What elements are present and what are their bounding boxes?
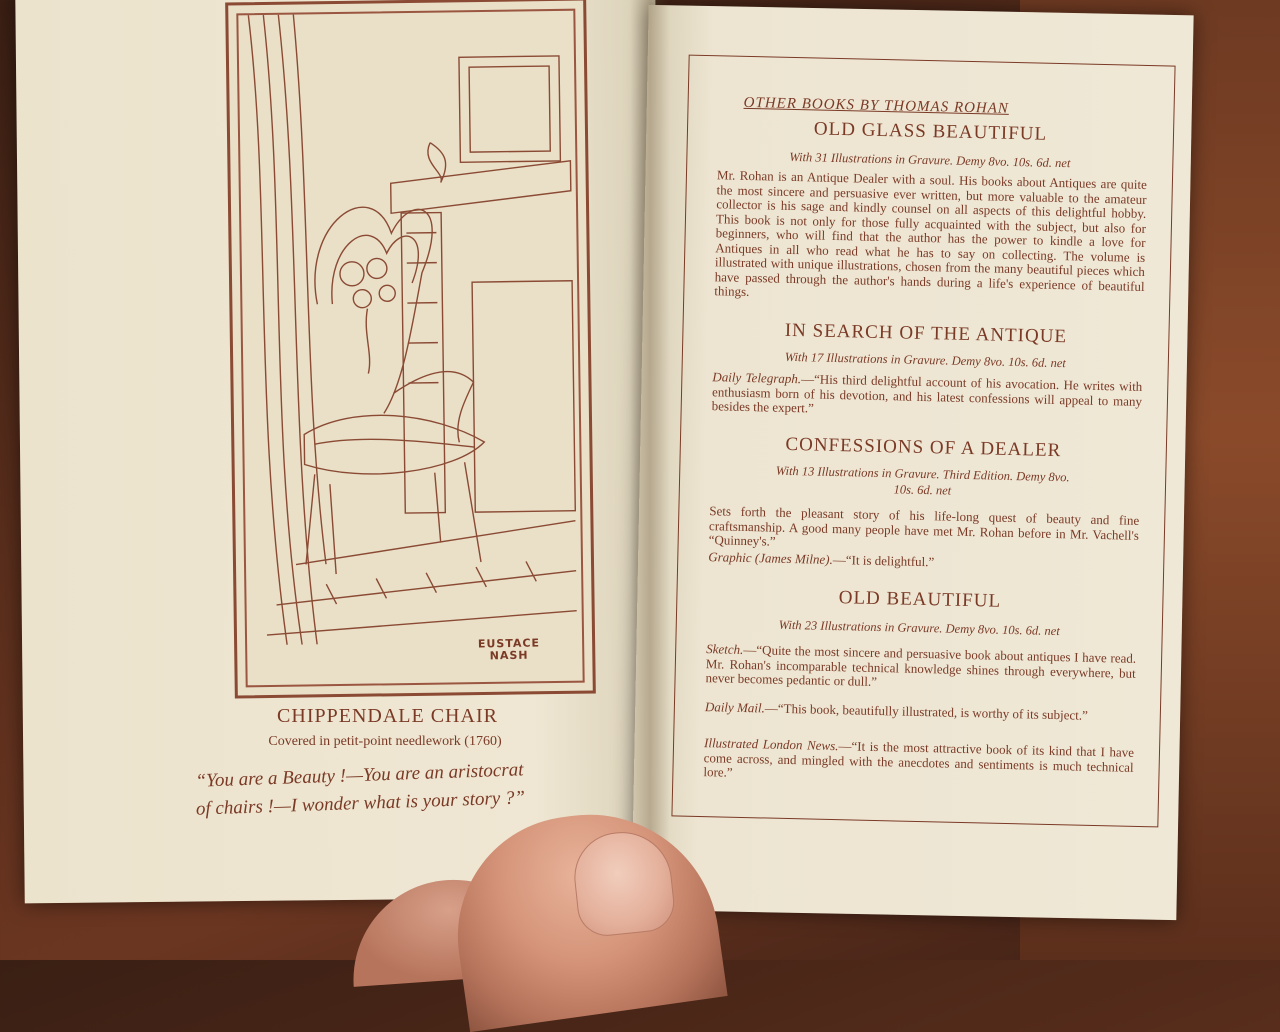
review-text: —“His third delightful account of his avocation. He writes with enthusiasm born of his devotion, and his latest confessions will appeal to many besides the expert.” [711, 371, 1143, 416]
review-text: —“It is delightful.” [832, 551, 935, 570]
book-meta2-confessions: 10s. 6d. net [893, 482, 952, 498]
book-title-confessions: CONFESSIONS OF A DEALER [785, 433, 1062, 462]
book-body-confessions: Sets forth the pleasant story of his life-long quest of beauty and fine craftsmanship. A good many people have met Mr. Rohan before in Mr. Vachell's “Quinney's.” [708, 503, 1140, 549]
caption-subtitle: Covered in petit-point needlework (1760) [268, 734, 502, 749]
book-meta-old-glass: With 31 Illustrations in Gravure. Demy 8vo. 10s. 6d. net [789, 149, 1071, 171]
book-meta-confessions: With 13 Illustrations in Gravure. Third Edition. Demy 8vo. [775, 463, 1070, 485]
book-gutter [630, 0, 670, 920]
book-title-old-beautiful: OLD BEAUTIFUL [838, 587, 1002, 612]
book-review-sketch [705, 642, 1136, 695]
book-meta-old-beautiful: With 23 Illustrations in Gravure. Demy 8vo. 10s. 6d. net [778, 617, 1060, 639]
review-text: —“It is the most attractive book of its kind that I have come across, and mingled with the anecdotes and sentiments is much technical lore.” [703, 738, 1135, 780]
book-review-in-search [712, 370, 1143, 423]
review-text: —“Quite the most sincere and persuasive book about antiques I have read. Mr. Rohan's incomparable technical knowledge shines through everywhere, but never becomes pedantic or dull.” [705, 641, 1137, 690]
chair-illustration [225, 0, 596, 698]
book-meta-in-search: With 17 Illustrations in Gravure. Demy 8vo. 10s. 6d. net [784, 349, 1067, 371]
chair-engraving [228, 1, 593, 696]
signature-line-2: NASH [489, 648, 529, 663]
other-books-box [671, 55, 1175, 828]
box-heading: OTHER BOOKS BY THOMAS ROHAN [743, 94, 1010, 117]
review-source: Daily Mail. [704, 699, 766, 716]
review-source: Sketch. [706, 641, 744, 657]
review-text: —“This book, beautifully illustrated, is worthy of its subject.” [764, 700, 1089, 723]
book-title-in-search: IN SEARCH OF THE ANTIQUE [784, 319, 1068, 348]
book-title-old-glass: OLD GLASS BEAUTIFUL [813, 118, 1048, 145]
artist-signature [478, 637, 541, 662]
book-review-daily-mail [705, 700, 1135, 724]
book-review-iln [703, 736, 1134, 789]
caption-title: CHIPPENDALE CHAIR [277, 705, 498, 727]
signature-line-1: EUSTACE [477, 636, 541, 651]
review-source: Graphic (James Milne). [708, 549, 834, 567]
book-body-old-glass: Mr. Rohan is an Antique Dealer with a soul. His books about Antiques are quite the most sincere and persuasive ever written, but more valuable to the amateur collector is his sage and kindly counsel on all aspects of this delightful hobby. This book is not only for those fully acquainted with the subject, but also for beginners, who will find that the author has the power to kindle a love for Antiques in all who read what he has to say on collecting. The volume is illustrated with unique illustrations, chosen from the many beautiful pieces which have passed through the author's hands during a life's experience of beautiful things. [714, 167, 1148, 300]
review-source: Illustrated London News. [703, 735, 839, 754]
quote-line-1: “You are a Beauty !—You are an aristocrat [195, 759, 524, 792]
review-source: Daily Telegraph. [712, 369, 802, 387]
quote-line-2: of chairs !—I wonder what is your story ?” [195, 787, 526, 820]
